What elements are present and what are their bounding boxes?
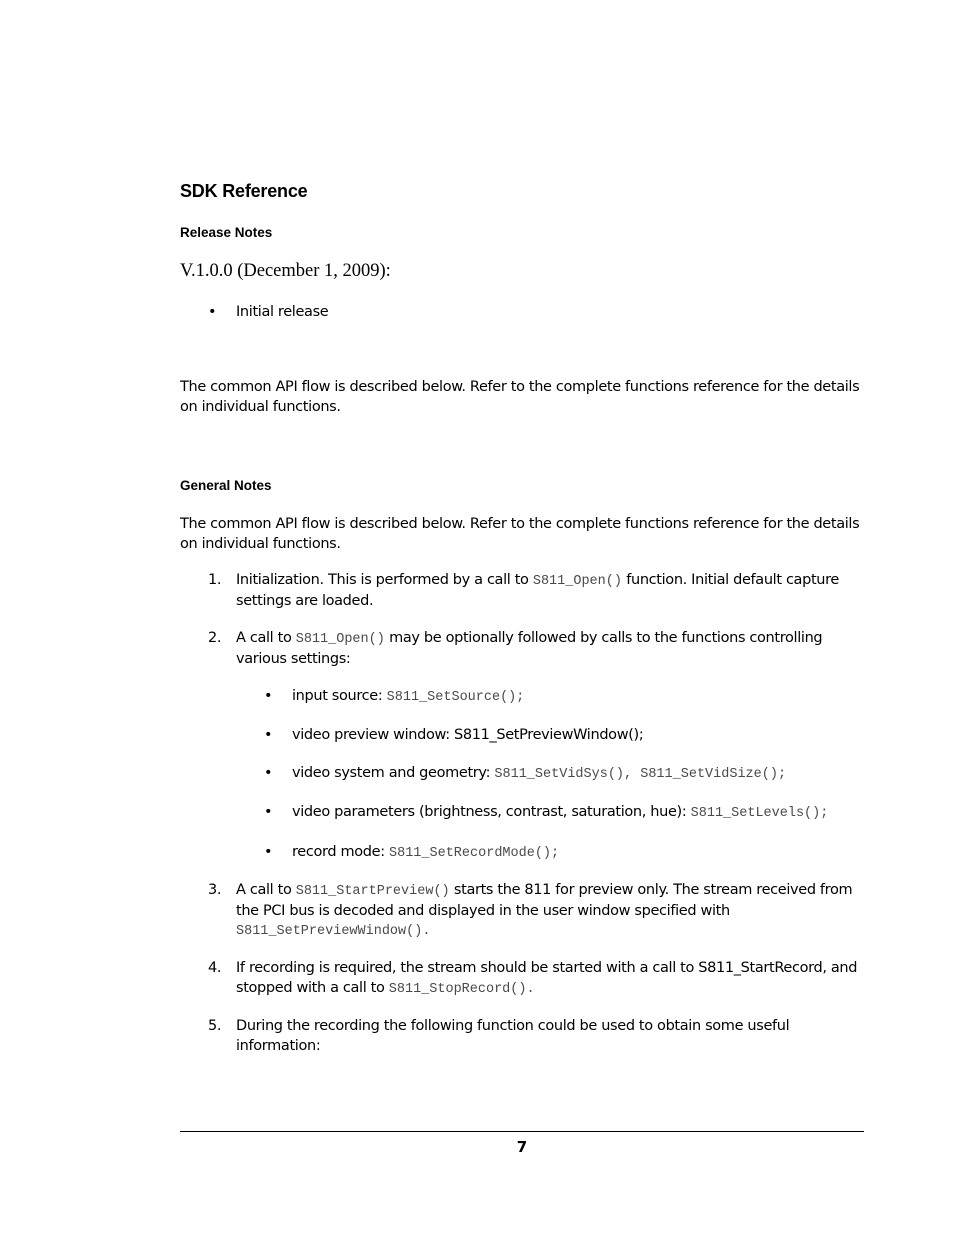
- step-text: may be optionally followed by calls to the functions controlling various settings:: [236, 630, 823, 667]
- bullet-marker: •: [264, 727, 273, 743]
- release-notes-heading: Release Notes: [180, 225, 273, 240]
- step-text: function. Initial default capture settings are loaded.: [236, 572, 839, 609]
- setting-item: [264, 803, 829, 824]
- setting-item: [264, 843, 560, 864]
- code-snippet: S811_StartPreview(): [295, 884, 450, 899]
- step-number: 4.: [208, 960, 222, 976]
- step-number: 3.: [208, 882, 222, 898]
- document-page: [180, 0, 864, 1235]
- step-item: [208, 881, 864, 942]
- page-number: 7: [516, 1138, 528, 1156]
- step-text: If recording is required, the stream should be started with a call to S811_StartRecord, and stopped with a call to: [236, 960, 858, 996]
- step-number: 1.: [208, 572, 222, 588]
- code-snippet: S811_StopRecord().: [388, 981, 535, 997]
- step-text: A call to: [236, 630, 296, 646]
- step-text: A call to: [236, 882, 296, 898]
- general-notes-intro: The common API flow is described below. Refer to the complete functions reference for the details on individual functions.: [180, 516, 860, 552]
- code-snippet: S811_SetVidSys(), S811_SetVidSize();: [494, 767, 787, 782]
- bullet-marker: •: [208, 304, 217, 320]
- bullet-marker: •: [264, 688, 273, 704]
- intro-paragraph: The common API flow is described below. Refer to the complete functions reference for the details on individual functions.: [180, 379, 860, 415]
- step-item: [208, 959, 864, 999]
- step-text: During the recording the following function could be used to obtain some useful information:: [236, 1018, 790, 1054]
- release-note-text: Initial release: [236, 304, 329, 320]
- step-number: 5.: [208, 1018, 222, 1034]
- step-number: 2.: [208, 630, 222, 646]
- general-notes-heading: General Notes: [180, 478, 272, 493]
- code-snippet: S811_SetRecordMode();: [389, 846, 560, 861]
- setting-label: input source:: [292, 688, 387, 704]
- code-snippet: S811_SetPreviewWindow().: [236, 924, 431, 939]
- version-heading: V.1.0.0 (December 1, 2009):: [180, 261, 391, 281]
- setting-item: [264, 764, 787, 785]
- code-snippet: S811_Open(): [532, 574, 622, 589]
- setting-label: video system and geometry:: [292, 765, 495, 781]
- setting-label: record mode:: [292, 844, 389, 860]
- step-text: starts the 811 for preview only. The stream received from the PCI bus is decoded and displayed in the user window specified with: [236, 882, 853, 919]
- bullet-marker: •: [264, 804, 273, 820]
- step-item: [208, 629, 864, 669]
- setting-label: video preview window: S811_SetPreviewWindow();: [292, 727, 644, 743]
- setting-item: [264, 687, 525, 708]
- setting-label: video parameters (brightness, contrast, saturation, hue):: [292, 804, 691, 820]
- step-item: [208, 1017, 864, 1056]
- bullet-marker: •: [264, 765, 273, 781]
- code-snippet: S811_SetSource();: [386, 690, 525, 705]
- step-item: [208, 571, 864, 611]
- code-snippet: S811_Open(): [295, 632, 385, 647]
- footer-divider: [180, 1131, 864, 1132]
- code-snippet: S811_SetLevels();: [690, 806, 829, 821]
- section-title: SDK Reference: [180, 181, 308, 201]
- setting-item: [264, 726, 644, 747]
- release-notes-item: [208, 303, 329, 323]
- bullet-marker: •: [264, 844, 273, 860]
- step-text: Initialization. This is performed by a call to: [236, 572, 533, 588]
